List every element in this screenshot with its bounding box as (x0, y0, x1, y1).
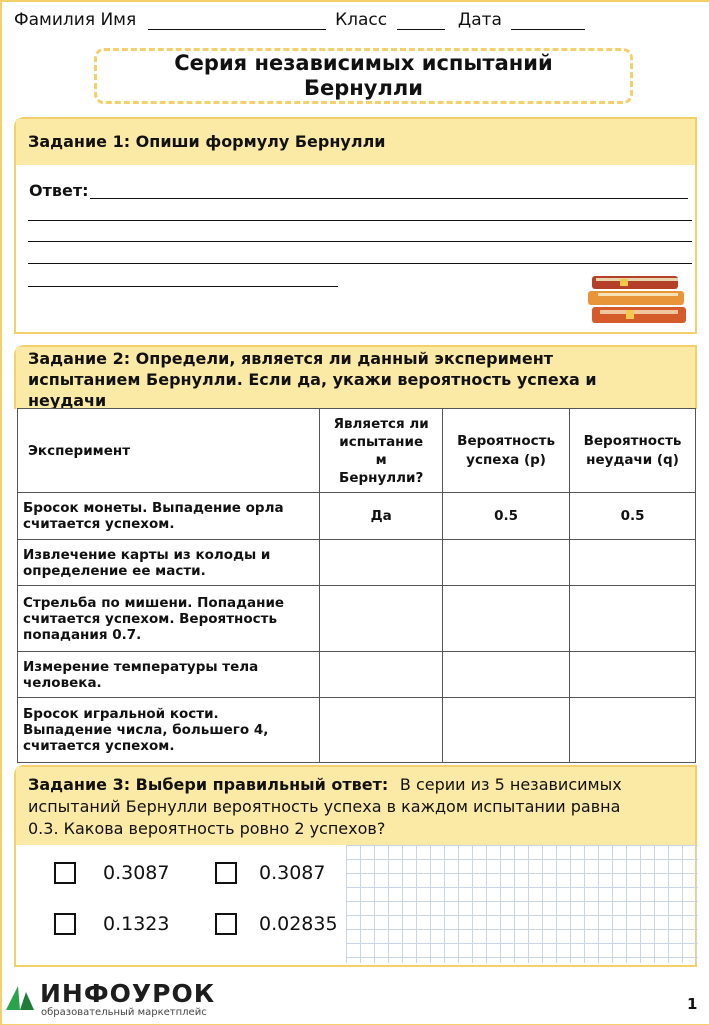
p-cell[interactable] (443, 586, 570, 652)
experiment-cell: Бросок монеты. Выпадение орла считается успехом. (18, 493, 320, 540)
infourok-logo-icon (4, 982, 38, 1012)
col-p-success: Вероятность успеха (p) (443, 409, 570, 493)
answer-line[interactable] (90, 198, 688, 199)
experiment-cell: Извлечение карты из колоды и определение ее масти. (18, 540, 320, 586)
class-field[interactable] (397, 11, 445, 30)
date-label: Дата (457, 10, 502, 30)
is-bernoulli-cell[interactable]: Да (320, 493, 443, 540)
page-number: 1 (687, 995, 698, 1013)
p-cell[interactable] (443, 652, 570, 698)
table-row (18, 586, 696, 652)
student-info-line (14, 10, 585, 30)
is-bernoulli-cell[interactable] (320, 652, 443, 698)
brand-tagline: образовательный маркетплейс (41, 1007, 207, 1018)
task2-heading (16, 347, 695, 409)
title-line-2: Бернулли (304, 76, 423, 100)
task3-question-text: В серии из 5 независимых (399, 775, 622, 794)
option-label-2: 0.3087 (259, 862, 326, 884)
col-experiment: Эксперимент (18, 409, 320, 493)
q-cell[interactable] (570, 540, 696, 586)
col-q-failure: Вероятность неудачи (q) (570, 409, 696, 493)
task1-heading-text: Задание 1: Опиши формулу Бернулли (28, 132, 386, 151)
experiment-cell: Бросок игральной кости. Выпадение числа, большего 4, считается успехом. (18, 698, 320, 763)
option-checkbox-2[interactable] (215, 862, 237, 884)
graph-paper-area (346, 845, 698, 963)
experiment-cell: Измерение температуры тела человека. (18, 652, 320, 698)
q-cell[interactable] (570, 652, 696, 698)
p-cell[interactable] (443, 698, 570, 763)
class-label: Класс (335, 10, 388, 30)
title-line-1: Серия независимых испытаний (174, 51, 553, 75)
task1-answer-label: Ответ: (29, 181, 89, 200)
table-row (18, 493, 696, 540)
q-cell[interactable]: 0.5 (570, 493, 696, 540)
task3-heading-bold: Задание 3: Выбери правильный ответ: (28, 775, 389, 794)
col-is-bernoulli: Является ли испытание м Бернулли? (320, 409, 443, 493)
task2-heading-line: Задание 2: Определи, является ли данный эксперимент (28, 349, 554, 368)
answer-line[interactable] (28, 241, 692, 242)
answer-line[interactable] (28, 220, 692, 221)
answer-line[interactable] (28, 286, 338, 287)
is-bernoulli-cell[interactable] (320, 586, 443, 652)
surname-name-label: Фамилия Имя (14, 10, 137, 30)
task3-heading (16, 767, 695, 845)
table-header-row (18, 409, 696, 493)
option-label-1: 0.3087 (103, 862, 170, 884)
date-field[interactable] (511, 11, 585, 30)
surname-name-field[interactable] (148, 11, 326, 30)
p-cell[interactable] (443, 540, 570, 586)
is-bernoulli-cell[interactable] (320, 540, 443, 586)
table-row (18, 540, 696, 586)
bernoulli-table (17, 408, 696, 763)
answer-line[interactable] (28, 263, 692, 264)
brand-name: ИНФОУРОК (40, 979, 216, 1008)
option-checkbox-3[interactable] (54, 913, 76, 935)
task2-section (14, 345, 697, 409)
task2-heading-line: испытанием Бернулли. Если да, укажи вероятность успеха и (28, 370, 597, 389)
books-icon (586, 274, 690, 328)
table-row (18, 652, 696, 698)
option-label-4: 0.02835 (259, 913, 338, 935)
table-row (18, 698, 696, 763)
option-checkbox-1[interactable] (54, 862, 76, 884)
option-label-3: 0.1323 (103, 913, 170, 935)
q-cell[interactable] (570, 698, 696, 763)
worksheet-title (94, 48, 633, 104)
is-bernoulli-cell[interactable] (320, 698, 443, 763)
option-checkbox-4[interactable] (215, 913, 237, 935)
task3-question-text: 0.3. Какова вероятность ровно 2 успехов? (28, 819, 386, 838)
task2-heading-line: неудачи (28, 391, 107, 408)
task1-heading (16, 119, 695, 165)
experiment-cell: Стрельба по мишени. Попадание считается успехом. Вероятность попадания 0.7. (18, 586, 320, 652)
q-cell[interactable] (570, 586, 696, 652)
task3-question-text: испытаний Бернулли вероятность успеха в каждом испытании равна (28, 797, 621, 816)
p-cell[interactable]: 0.5 (443, 493, 570, 540)
